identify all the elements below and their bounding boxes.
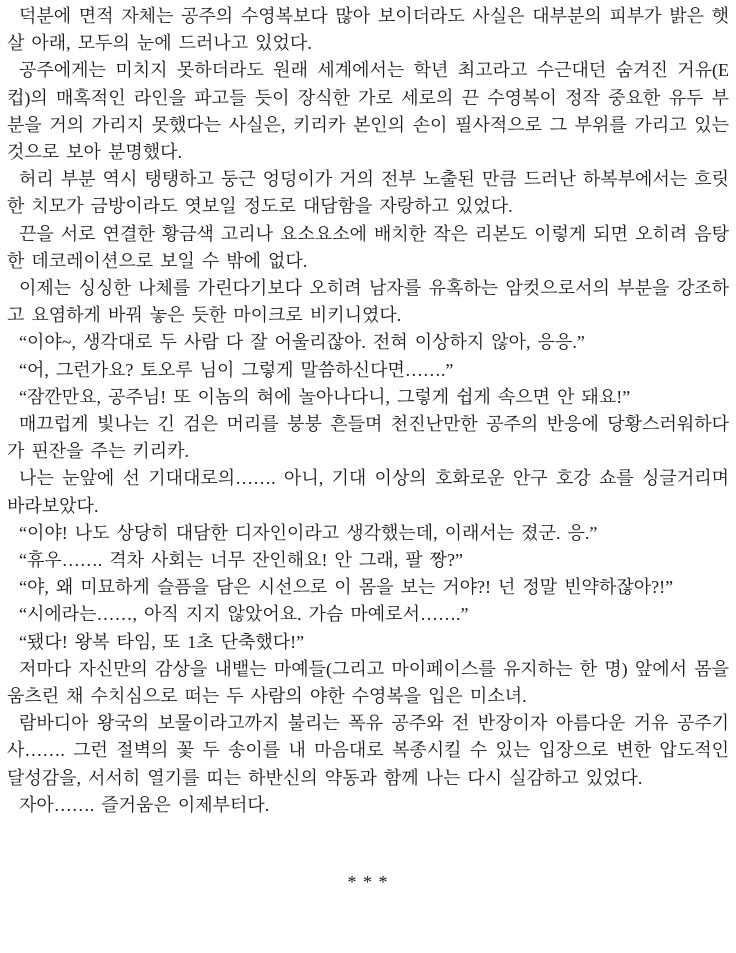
paragraph-container xyxy=(7,3,729,819)
paragraph-4: 끈을 서로 연결한 황금색 고리나 요소요소에 배치한 작은 리본도 이렇게 되면 오히려 음탕한 데코레이션으로 보일 수 밖에 없다. xyxy=(7,223,729,271)
paragraph-2: 공주에게는 미치지 못하더라도 원래 세계에서는 학년 최고라고 수근대던 숨겨진 거유(E컵)의 매혹적인 라인을 파고들 듯이 장식한 가로 세로의 끈 수영복이 정작 중요한 유두 부분을 거의 가리지 못했다는 사실은, 키리카 본인의 손이 필사적으로 그 부위를 가리고 있는 것으로 보아 분명했다. xyxy=(7,60,729,163)
paragraph-9: 매끄럽게 빛나는 긴 검은 머리를 붕붕 흔들며 천진난만한 공주의 반응에 당황스러워하다가 핀잔을 주는 키리카. xyxy=(7,414,729,462)
paragraph-10: 나는 눈앞에 선 기대대로의……. 아니, 기대 이상의 호화로운 안구 호강 쇼를 싱글거리며 바라보았다. xyxy=(7,468,729,516)
paragraph-3: 허리 부분 역시 탱탱하고 둥근 엉덩이가 거의 전부 노출된 만큼 드러난 하복부에서는 흐릿한 치모가 금방이라도 엿보일 정도로 대담함을 자랑하고 있었다. xyxy=(7,169,729,217)
paragraph-14: “시에라는……, 아직 지지 않았어요. 가슴 마예로서…….” xyxy=(19,604,469,625)
paragraph-13: “야, 왜 미묘하게 슬픔을 담은 시선으로 이 몸을 보는 거야?! 넌 정말 빈약하잖아?!” xyxy=(19,577,674,598)
paragraph-15: “됐다! 왕복 타임, 또 1초 단축했다!” xyxy=(19,631,305,652)
paragraph-7: “어, 그런가요? 토오루 님이 그렇게 말씀하신다면…….” xyxy=(19,359,454,380)
paragraph-5: 이제는 싱싱한 나체를 가린다기보다 오히려 남자를 유혹하는 암컷으로서의 부분을 강조하고 요염하게 바꿔 놓은 듯한 마이크로 비키니였다. xyxy=(7,278,729,326)
section-separator: * * * xyxy=(347,872,389,893)
paragraph-12: “휴우……. 격차 사회는 너무 잔인해요! 안 그래, 팔 짱?” xyxy=(19,550,463,571)
paragraph-6: “이야~, 생각대로 두 사람 다 잘 어울리잖아. 전혀 이상하지 않아, 응응.” xyxy=(19,332,585,353)
paragraph-17: 람바디아 왕국의 보물이라고까지 불리는 폭유 공주와 전 반장이자 아름다운 거유 공주기사……. 그런 절벽의 꽃 두 송이를 내 마음대로 복종시킬 수 있는 입장으로 변한 압도적인 달성감을, 서서히 열기를 띠는 하반신의 약동과 함께 나는 다시 실감하고 있었다. xyxy=(7,713,729,788)
paragraph-16: 저마다 자신만의 감상을 내뱉는 마예들(그리고 마이페이스를 유지하는 한 명) 앞에서 몸을 움츠린 채 수치심으로 떠는 두 사람의 야한 수영복을 입은 미소녀. xyxy=(7,658,729,707)
paragraph-1: 덕분에 면적 자체는 공주의 수영복보다 많아 보이더라도 사실은 대부분의 피부가 밝은 햇살 아래, 모두의 눈에 드러나고 있었다. xyxy=(7,6,729,54)
paragraph-11: “이야! 나도 상당히 대담한 디자인이라고 생각했는데, 이래서는 졌군. 응.” xyxy=(19,522,598,543)
paragraph-8: “잠깐만요, 공주님! 또 이놈의 혀에 놀아나다니, 그렇게 쉽게 속으면 안 돼요!” xyxy=(19,386,631,407)
paragraph-18: 자아……. 즐거움은 이제부터다. xyxy=(19,794,270,815)
